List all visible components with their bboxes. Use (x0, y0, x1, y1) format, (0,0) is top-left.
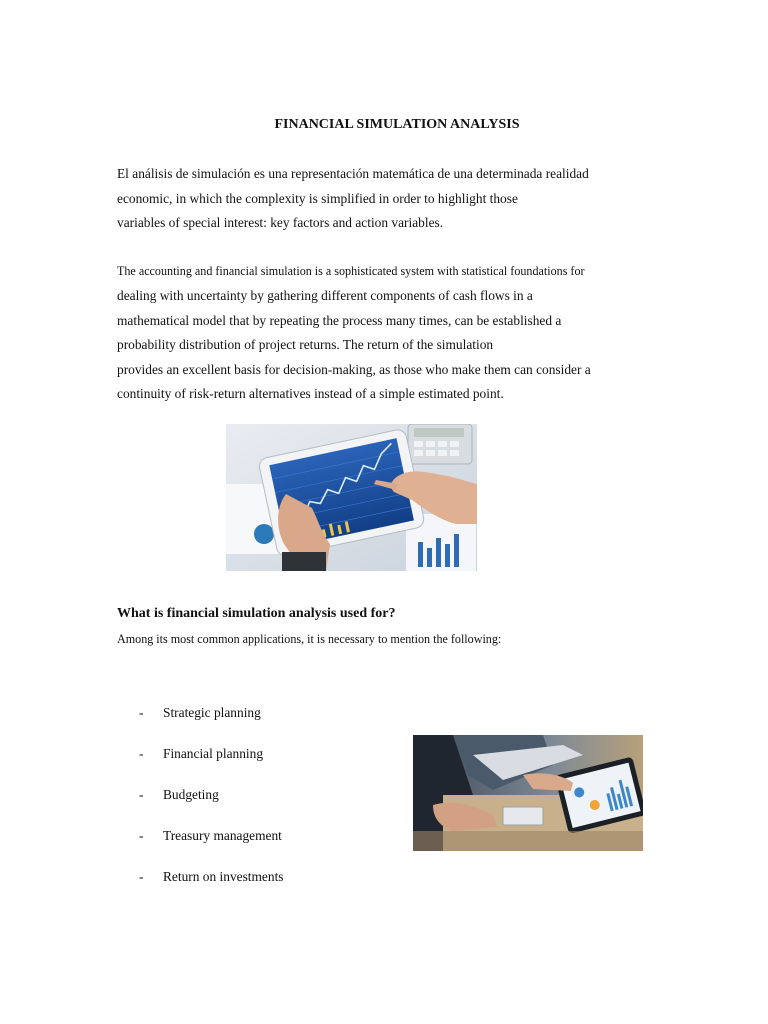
business-meeting-photo (413, 735, 643, 851)
section-intro: Among its most common applications, it is necessary to mention the following: (117, 632, 502, 646)
body-line-1: The accounting and financial simulation is a sophisticated system with statistical foundations for (117, 264, 585, 278)
section-heading: What is financial simulation analysis used for? (117, 606, 396, 621)
body-line-4: probability distribution of project returns. The return of the simulation (117, 337, 494, 352)
bullet-marker: - (139, 787, 144, 802)
bullet-marker: - (139, 828, 144, 843)
list-item: Strategic planning (163, 705, 261, 720)
list-item: Treasury management (163, 828, 282, 843)
list-item: Return on investments (163, 869, 284, 884)
tablet-chart-photo (226, 424, 477, 571)
bullet-marker: - (139, 869, 144, 884)
list-item: Budgeting (163, 787, 219, 802)
body-line-2: dealing with uncertainty by gathering different components of cash flows in a (117, 288, 533, 303)
body-line-5: provides an excellent basis for decision-making, as those who make them can consider a (117, 362, 591, 377)
intro-line-2: economic, in which the complexity is simplified in order to highlight those (117, 191, 518, 206)
page-title: FINANCIAL SIMULATION ANALYSIS (274, 117, 520, 132)
intro-line-3: variables of special interest: key factors and action variables. (117, 215, 444, 230)
bullet-marker: - (139, 746, 144, 761)
bullet-marker: - (139, 705, 144, 720)
body-line-6: continuity of risk-return alternatives instead of a simple estimated point. (117, 386, 504, 401)
list-item: Financial planning (163, 746, 264, 761)
body-line-3: mathematical model that by repeating the process many times, can be established a (117, 313, 562, 328)
intro-line-1: El análisis de simulación es una representación matemática de una determinada realidad (117, 166, 589, 181)
